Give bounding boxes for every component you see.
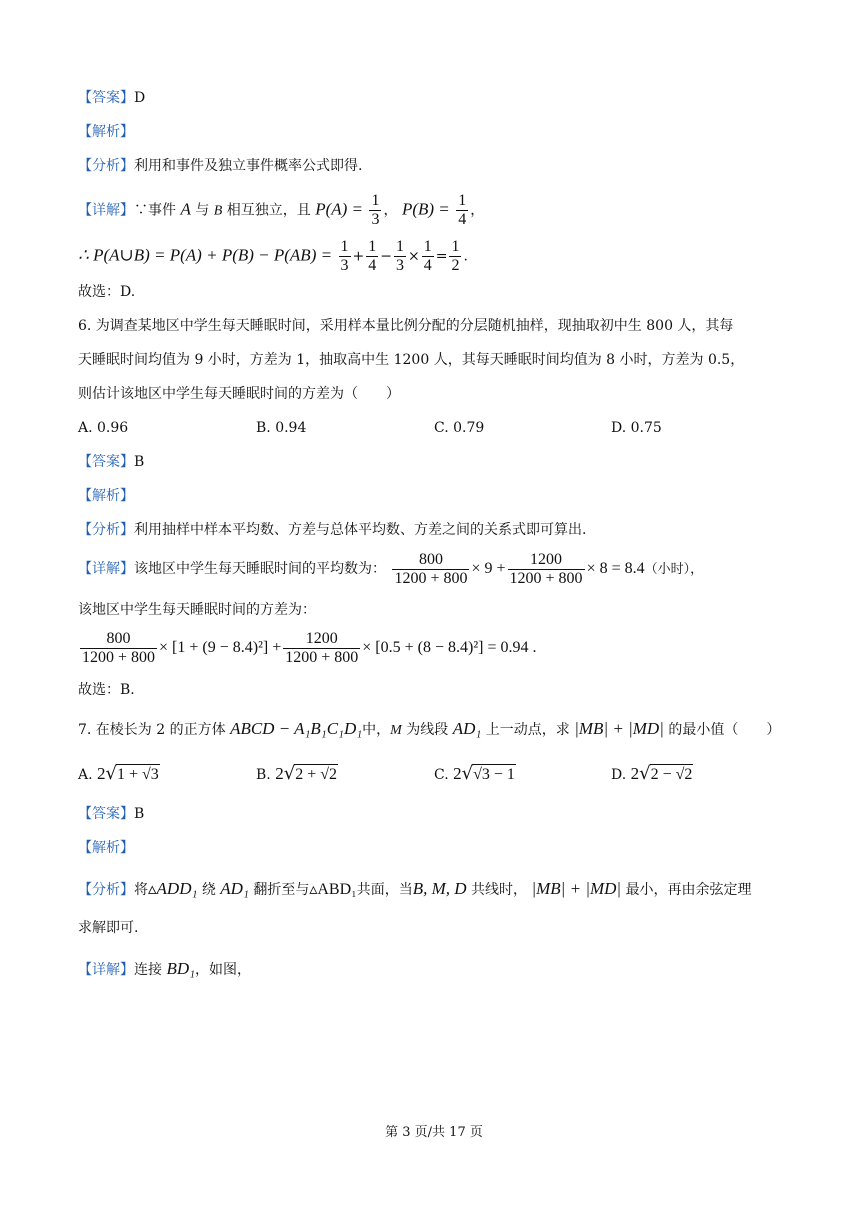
frac-den: 1200 + 800 bbox=[285, 648, 359, 666]
frac-den: 3 bbox=[340, 257, 349, 274]
choice-label: A. bbox=[78, 767, 93, 783]
mean-label: 该地区中学生每天睡眠时间的平均数为： bbox=[134, 561, 386, 577]
equals: = bbox=[435, 248, 448, 265]
fenxi-a: 将 bbox=[134, 882, 148, 898]
q7-stem-mid: 中， bbox=[362, 722, 391, 738]
fenxi-d: 共面，当 bbox=[356, 882, 413, 898]
q6-stem-line3: 则估计该地区中学生每天睡眠时间的方差为（ ） bbox=[78, 386, 400, 402]
q6-choice-b: B. 0.94 bbox=[256, 420, 307, 436]
fenxi-tag: 【分析】 bbox=[78, 522, 134, 538]
q7-choice-d: D. 2√2 − √2 bbox=[611, 763, 693, 784]
fenxi-c: 翻折至与 bbox=[253, 882, 310, 898]
pa-den: 3 bbox=[371, 211, 380, 228]
page-footer: 第 3 页/共 17 页 bbox=[385, 1125, 483, 1140]
frac-num: 800 bbox=[80, 630, 157, 649]
q6-choice-a: A. 0.96 bbox=[78, 420, 129, 436]
event-b: B bbox=[213, 203, 223, 219]
xiangjie-tag: 【详解】 bbox=[78, 561, 134, 577]
q6-analysis-line bbox=[78, 486, 134, 506]
choice-label: C. bbox=[434, 767, 449, 783]
xiangjie-tag: 【详解】 bbox=[78, 202, 134, 219]
q5-answer-line bbox=[78, 88, 145, 108]
segment-ad1: AD₁ bbox=[220, 879, 249, 898]
fenxi-tag: 【分析】 bbox=[78, 882, 134, 898]
answer-tag: 【答案】 bbox=[78, 454, 134, 470]
choice-coef: 2 bbox=[97, 764, 106, 783]
choice-coef: 2 bbox=[275, 764, 284, 783]
frac-den: 1200 + 800 bbox=[82, 648, 156, 666]
q6-stem-line1: 6. 为调查某地区中学生每天睡眠时间，采用样本量比例分配的分层随机抽样，现抽取初中生 800 人，其每 bbox=[78, 318, 734, 334]
mean-result: × 8 = 8.4 bbox=[586, 560, 645, 577]
q6-select-line: 故选：B. bbox=[78, 682, 135, 698]
pb-den: 4 bbox=[458, 211, 467, 228]
distance-sum: |MB| + |MD| bbox=[531, 879, 622, 898]
q6-var-expr bbox=[78, 628, 536, 668]
mean-frac-2 bbox=[508, 551, 585, 588]
choice-label: D. bbox=[611, 767, 627, 783]
frac-num: 1200 bbox=[283, 630, 360, 649]
frac-1-3-a bbox=[339, 238, 351, 275]
points-bmd: B, M, D bbox=[412, 879, 467, 898]
frac-den: 3 bbox=[396, 257, 405, 274]
choice-radicand: √3 − 1 bbox=[473, 766, 515, 783]
choice-radicand: 2 + √2 bbox=[295, 766, 337, 783]
q6-answer-value: B bbox=[134, 454, 145, 470]
q7-stem-mid2: 为线段 bbox=[406, 722, 449, 738]
frac-num: 1 bbox=[396, 238, 405, 255]
choice-radicand: 1 + √3 bbox=[117, 766, 159, 783]
frac-den: 1200 + 800 bbox=[509, 569, 583, 587]
analysis-tag: 【解析】 bbox=[78, 488, 134, 504]
q5-detail-line2: ∴ P(A∪B) = P(A) + P(B) − P(AB) = $\frac{1}{3}$ + $\frac{1}{4}$ − $\frac{1}{3}$ × $\frac{1}{4}$ = $\frac{1}{2}$ . bbox=[78, 238, 468, 274]
q7-answer-value: B bbox=[134, 806, 145, 822]
pb-fraction bbox=[456, 192, 468, 229]
q7-choice-b: B. 2√2 + √2 bbox=[256, 763, 337, 784]
q6-fenxi-text: 利用抽样中样本平均数、方差与总体平均数、方差之间的关系式即可算出. bbox=[134, 522, 587, 538]
answer-tag: 【答案】 bbox=[78, 90, 134, 106]
union-expr: ∴ P(A∪B) = P(A) + P(B) − P(AB) = bbox=[78, 245, 333, 265]
triangle-abd1: ▵ABD₁ bbox=[309, 881, 357, 898]
pa-expr: P(A) = bbox=[315, 199, 364, 219]
choice-radicand: 2 − √2 bbox=[650, 766, 693, 783]
q6-choice-c: C. 0.79 bbox=[434, 420, 485, 436]
frac-num: 1200 bbox=[508, 551, 585, 570]
frac-den: 2 bbox=[451, 257, 460, 274]
fenxi-f: 最小，再由余弦定理 bbox=[625, 882, 752, 898]
q7-answer-line bbox=[78, 804, 144, 824]
q6-stem-line2: 天睡眠时间均值为 9 小时，方差为 1，抽取高中生 1200 人，其每天睡眠时间均值为 8 小时，方差为 0.5， bbox=[78, 352, 745, 368]
frac-den: 4 bbox=[368, 257, 377, 274]
pa-num: 1 bbox=[371, 192, 380, 209]
q6-choice-d: D. 0.75 bbox=[611, 420, 662, 436]
frac-den: 4 bbox=[423, 257, 432, 274]
analysis-tag: 【解析】 bbox=[78, 124, 134, 140]
q5-select-line: 故选：D. bbox=[78, 284, 136, 300]
choice-label: B. bbox=[256, 767, 271, 783]
xiangjie-tag: 【详解】 bbox=[78, 962, 134, 978]
distance-sum: |MB| + |MD| bbox=[574, 719, 664, 738]
q7-fenxi-line2: 求解即可. bbox=[78, 920, 139, 936]
choice-coef: 2 bbox=[453, 764, 462, 783]
frac-1-2 bbox=[449, 238, 461, 275]
q7-choice-a: A. 2√1 + √3 bbox=[78, 763, 159, 784]
fenxi-e: 共线时， bbox=[471, 882, 527, 898]
frac-num: 1 bbox=[368, 238, 377, 255]
q5-detail-line1: 【详解】∵事件 A 与 B 相互独立，且 P(A) = $\frac{1}{3}$ ， P(B) = $\frac{1}{4}$ ， bbox=[78, 192, 485, 228]
pa-fraction bbox=[369, 192, 381, 229]
q7-fenxi-line1 bbox=[78, 876, 752, 903]
var-term-1: × [1 + (9 − 8.4)²] + bbox=[159, 639, 282, 656]
q5-analysis-line bbox=[78, 122, 134, 142]
var-frac-1 bbox=[80, 630, 157, 667]
fenxi-tag: 【分析】 bbox=[78, 158, 134, 174]
frac-num: 800 bbox=[392, 551, 469, 570]
frac-1-3-b bbox=[394, 238, 406, 275]
q7-stem-mid3: 上一动点，求 bbox=[485, 722, 570, 738]
point-m: M bbox=[390, 723, 402, 738]
q7-stem bbox=[78, 716, 780, 744]
cube-name: ABCD − A₁B₁C₁D₁ bbox=[230, 719, 363, 738]
frac-num: 1 bbox=[340, 238, 349, 255]
mean-unit: （小时）， bbox=[644, 562, 704, 577]
event-a: A bbox=[180, 199, 191, 219]
frac-1-4-a bbox=[366, 238, 378, 275]
frac-1-4-b bbox=[422, 238, 434, 275]
q7-stem-tail: 的最小值（ ） bbox=[668, 722, 781, 738]
answer-tag: 【答案】 bbox=[78, 806, 134, 822]
q5-detail-prefix: ∵事件 bbox=[134, 202, 176, 219]
frac-den: 1200 + 800 bbox=[394, 569, 468, 587]
frac-num: 1 bbox=[451, 238, 460, 255]
q7-choice-c: C. 2√√3 − 1 bbox=[434, 763, 515, 784]
triangle-add1: ▵ADD₁ bbox=[148, 879, 198, 898]
analysis-tag: 【解析】 bbox=[78, 840, 134, 856]
pb-expr: P(B) = bbox=[401, 199, 450, 219]
detail-prefix: 连接 bbox=[134, 962, 162, 978]
segment-ad1: AD₁ bbox=[452, 719, 482, 738]
frac-num: 1 bbox=[423, 238, 432, 255]
var-frac-2 bbox=[283, 630, 360, 667]
q6-var-label: 该地区中学生每天睡眠时间的方差为： bbox=[78, 602, 316, 618]
q5-detail-mid: 与 bbox=[195, 202, 210, 219]
q5-fenxi-line bbox=[78, 156, 362, 176]
mean-frac-1 bbox=[392, 551, 469, 588]
q6-fenxi-line bbox=[78, 520, 586, 540]
q5-detail-suffix: 相互独立，且 bbox=[226, 202, 311, 219]
mean-mid: × 9 + bbox=[471, 560, 506, 577]
fenxi-b: 绕 bbox=[201, 882, 216, 898]
pb-num: 1 bbox=[458, 192, 467, 209]
q6-answer-line bbox=[78, 452, 144, 472]
q5-fenxi-text: 利用和事件及独立事件概率公式即得. bbox=[134, 158, 363, 174]
period: . bbox=[463, 248, 468, 265]
detail-tail: ，如图， bbox=[195, 962, 252, 978]
q7-analysis-line bbox=[78, 838, 134, 858]
choice-coef: 2 bbox=[630, 764, 640, 783]
var-term-2: × [0.5 + (8 − 8.4)²] = 0.94 . bbox=[362, 639, 537, 656]
q7-stem-prefix: 7. 在棱长为 2 的正方体 bbox=[78, 722, 226, 738]
segment-bd1: BD₁ bbox=[166, 959, 196, 978]
q5-answer-value: D bbox=[134, 90, 146, 106]
q6-detail-mean bbox=[78, 549, 703, 590]
q7-detail-line bbox=[78, 956, 251, 983]
